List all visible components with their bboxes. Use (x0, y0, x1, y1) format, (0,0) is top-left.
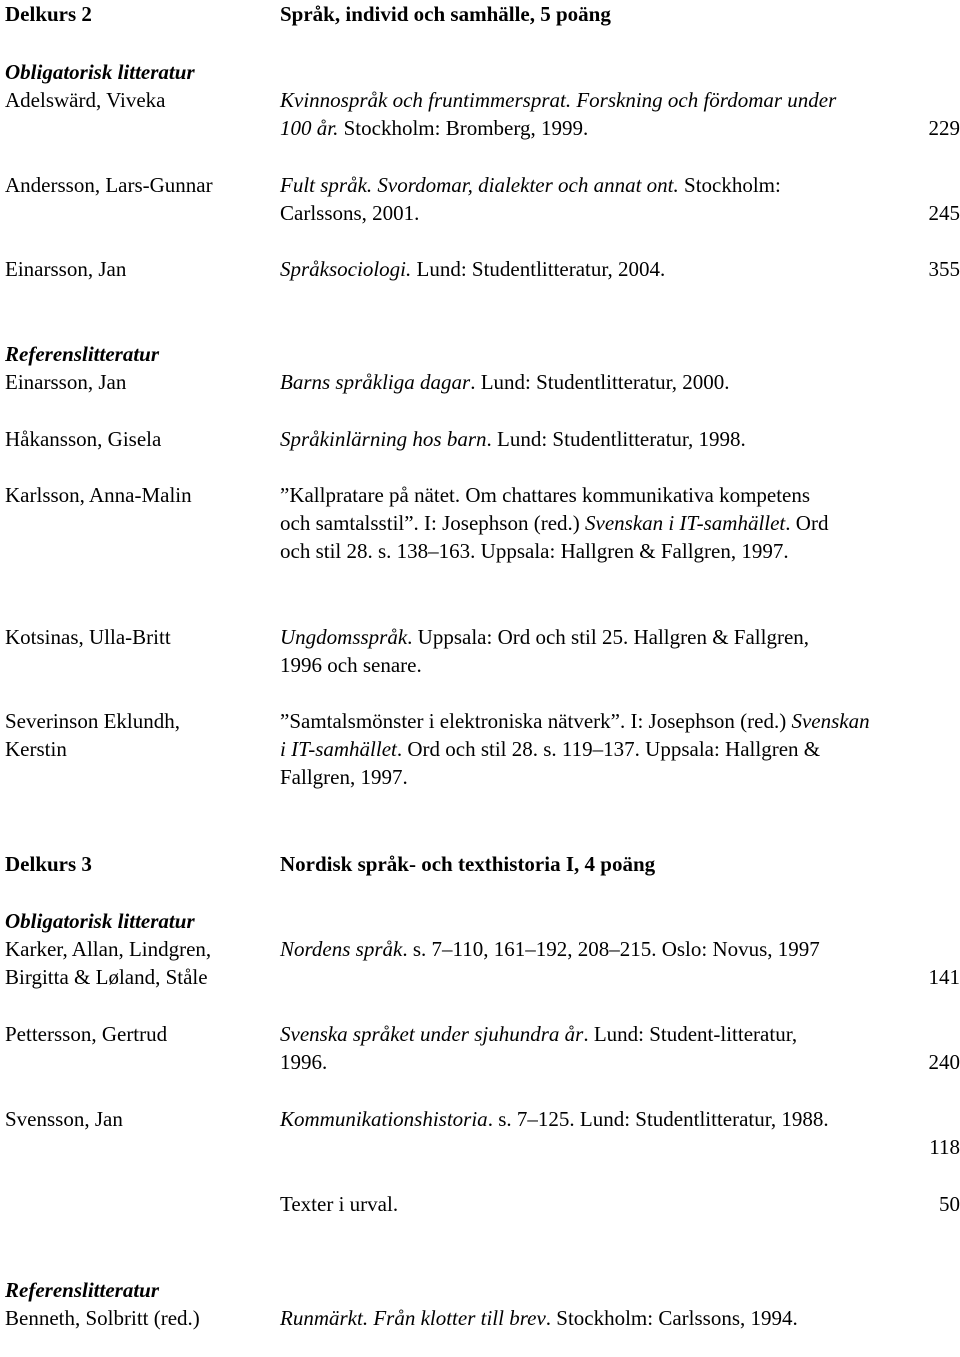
work-title-text: Svenska språket under sjuhundra år (280, 1022, 584, 1046)
entry-author: Einarsson, Jan (5, 257, 127, 281)
work-detail-text: . Uppsala: Ord och stil 25. Hallgren & Fallgren, 1996 och senare. (280, 625, 810, 677)
work-detail-text: . Ord och stil 28. s. 138–163. Uppsala: Hallgren & Fallgren, 1997. (280, 511, 829, 563)
entry-author: Einarsson, Jan (5, 370, 127, 394)
work-title-text: Språksociologi. (280, 257, 412, 281)
entry-author: Severinson Eklundh, Kerstin (5, 709, 180, 761)
entry-work (280, 425, 880, 453)
section-label: Delkurs 2 (5, 2, 92, 26)
entry-work (280, 481, 845, 565)
work-title-text: Fult språk. Svordomar, dialekter och annat ont. (280, 173, 679, 197)
reference-literature-heading: Referenslitteratur (5, 342, 160, 366)
work-detail-text: . s. 7–110, 161–192, 208–215. Oslo: Novus, 1997 (402, 937, 820, 961)
entry-author: Svensson, Jan (5, 1107, 123, 1131)
required-literature-heading: Obligatorisk litteratur (5, 60, 195, 84)
work-detail-text: . Lund: Studentlitteratur, 1998. (486, 427, 746, 451)
entry-pages: 245 (928, 201, 960, 225)
work-detail-text: . Ord och stil 28. s. 119–137. Uppsala: Hallgren & Fallgren, 1997. (280, 737, 821, 789)
entry-work (280, 1304, 855, 1332)
reference-literature-heading: Referenslitteratur (5, 1278, 160, 1302)
entry-author: Benneth, Solbritt (red.) (5, 1306, 200, 1330)
work-detail-text: Stockholm: Carlssons, 2001. (280, 173, 781, 225)
entry-author: Karlsson, Anna-Malin (5, 483, 192, 507)
section-header-delkurs-2 (5, 0, 955, 28)
entry-work (280, 935, 870, 963)
work-title-text: Svenskan i IT-samhället (585, 511, 786, 535)
work-detail-text: . Stockholm: Carlssons, 1994. (545, 1306, 798, 1330)
entry-work (280, 171, 840, 227)
work-title-text: Svenskan i IT-samhället (280, 709, 870, 761)
work-detail-text: . Lund: Studentlitteratur, 2000. (470, 370, 730, 394)
entry-pages: 50 (939, 1192, 960, 1216)
entry-work (280, 623, 825, 679)
entry-author: Pettersson, Gertrud (5, 1022, 168, 1046)
work-detail-text: . Lund: Student-litteratur, 1996. (280, 1022, 798, 1074)
entry-work (280, 255, 840, 283)
work-title-text: Kvinnospråk och fruntimmersprat. Forskning och fördomar under 100 år. (280, 88, 837, 140)
work-detail-text: Texter i urval. (280, 1192, 399, 1216)
entry-pages: 355 (928, 257, 960, 281)
work-title-text: Språkinlärning hos barn (280, 427, 487, 451)
entry-work (280, 1020, 810, 1076)
section-header-delkurs-3 (5, 850, 955, 878)
section-label: Delkurs 3 (5, 852, 92, 876)
entry-author: Håkansson, Gisela (5, 427, 162, 451)
entry-author: Adelswärd, Viveka (5, 88, 166, 112)
work-title-text: Runmärkt. Från klotter till brev (280, 1306, 546, 1330)
entry-work (280, 368, 880, 396)
work-title-text: Nordens språk (280, 937, 403, 961)
work-title-text: Ungdomsspråk (280, 625, 408, 649)
entry-pages: 229 (928, 116, 960, 140)
entry-work (280, 1190, 840, 1218)
work-detail-text: Lund: Studentlitteratur, 2004. (411, 257, 666, 281)
work-title-text: Kommunikationshistoria (280, 1107, 488, 1131)
section-title: Språk, individ och samhälle, 5 poäng (280, 2, 611, 26)
entry-work (280, 707, 870, 791)
entry-pages: 118 (929, 1135, 960, 1159)
work-detail-text: ”Kallpratare på nätet. Om chattares kommunikativa kompetens och samtalsstil”. I: Josephson (red.) (280, 483, 811, 535)
work-detail-text: . s. 7–125. Lund: Studentlitteratur, 1988. (487, 1107, 829, 1131)
entry-pages: 141 (928, 965, 960, 989)
work-detail-text: Stockholm: Bromberg, 1999. (338, 116, 589, 140)
entry-author: Kotsinas, Ulla-Britt (5, 625, 171, 649)
entry-work (280, 1105, 875, 1133)
entry-author: Karker, Allan, Lindgren, Birgitta & Løland, Ståle (5, 937, 212, 989)
work-title-text: Barns språkliga dagar (280, 370, 471, 394)
required-literature-heading: Obligatorisk litteratur (5, 909, 195, 933)
entry-work (280, 86, 840, 142)
section-title: Nordisk språk- och texthistoria I, 4 poäng (280, 852, 656, 876)
work-detail-text: ”Samtalsmönster i elektroniska nätverk”. I: Josephson (red.) (280, 709, 792, 733)
entry-author: Andersson, Lars-Gunnar (5, 173, 213, 197)
entry-pages: 240 (928, 1050, 960, 1074)
